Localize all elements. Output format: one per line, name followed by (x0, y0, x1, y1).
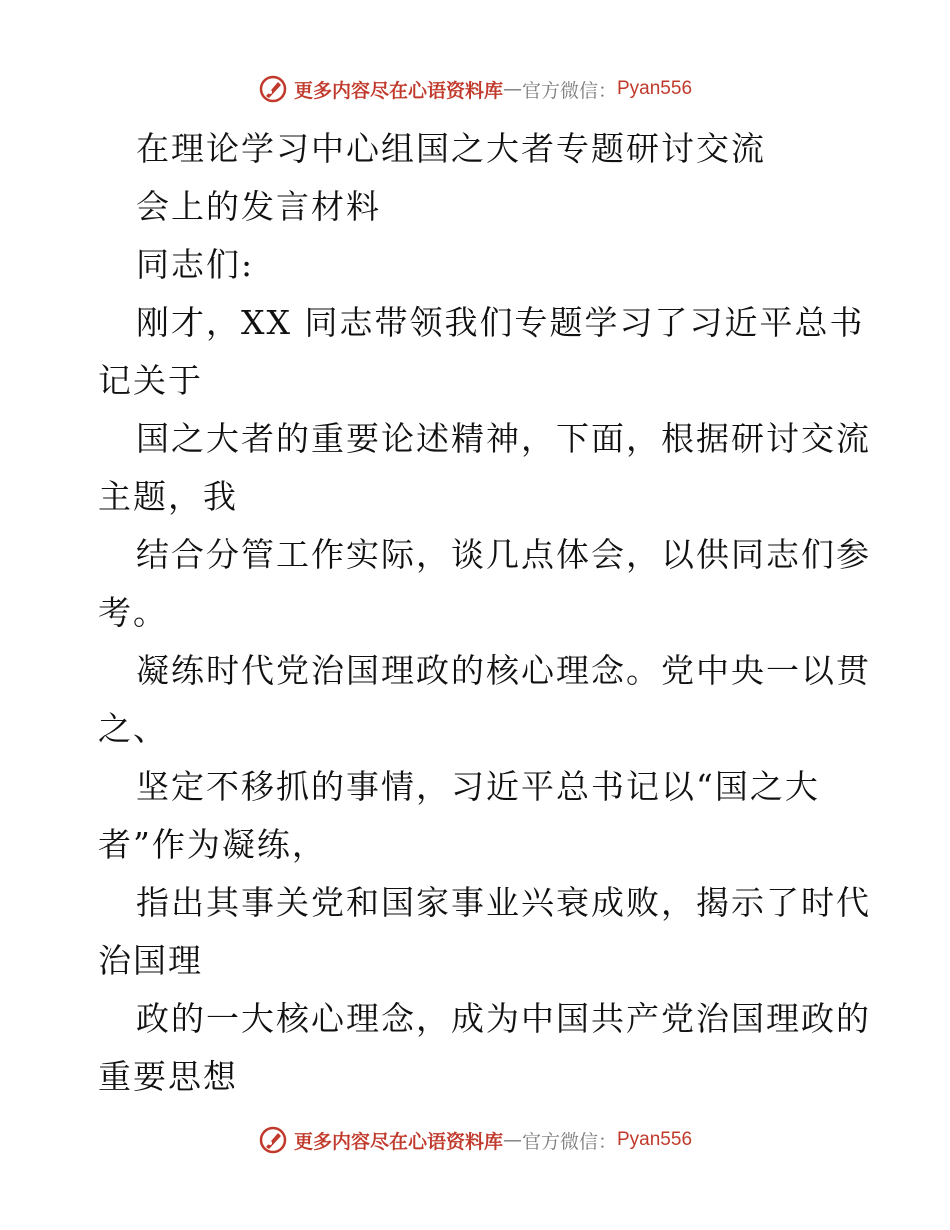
paragraph-line: 之、 (98, 709, 168, 748)
watermark-wechat-id: Pyan556 (617, 78, 693, 99)
paragraph-line: 政的一大核心理念，成为中国共产党治国理政的 (136, 999, 871, 1038)
watermark-label: 官方微信： (521, 1130, 617, 1153)
watermark-dash: — (502, 1129, 522, 1151)
pen-nib-circle-icon (258, 74, 288, 104)
watermark-wechat-id: Pyan556 (617, 1129, 693, 1150)
footer-watermark (0, 1123, 950, 1157)
paragraph-line: 主题，我 (98, 477, 238, 516)
watermark-brand: 更多内容尽在心语资料库 (293, 79, 503, 102)
paragraph-line: 国之大者的重要论述精神，下面，根据研讨交流 (136, 419, 871, 458)
paragraph-line: 治国理 (98, 941, 203, 980)
document-body (98, 120, 871, 1106)
header-watermark (0, 72, 950, 106)
watermark-brand: 更多内容尽在心语资料库 (293, 1130, 503, 1153)
paragraph-line: 考。 (98, 593, 168, 632)
paragraph-line: 者”作为凝练， (98, 825, 327, 864)
pen-nib-circle-icon (258, 1125, 288, 1155)
title-line-2: 会上的发言材料 (136, 187, 381, 226)
paragraph-line: 凝练时代党治国理政的核心理念。党中央一以贯 (136, 651, 871, 690)
paragraph-line: 指出其事关党和国家事业兴衰成败，揭示了时代 (136, 883, 871, 922)
paragraph-line: 坚定不移抓的事情，习近平总书记以“国之大 (136, 767, 820, 806)
watermark-dash: — (502, 78, 522, 100)
paragraph-line: 结合分管工作实际，谈几点体会，以供同志们参 (136, 535, 871, 574)
watermark-label: 官方微信： (521, 79, 617, 102)
paragraph-line: 重要思想 (98, 1057, 238, 1096)
salutation: 同志们: (136, 245, 255, 284)
title-line-1: 在理论学习中心组国之大者专题研讨交流 (136, 129, 766, 168)
paragraph-line: 刚才，XX 同志带领我们专题学习了习近平总书 (136, 303, 865, 342)
paragraph-line: 记关于 (98, 361, 203, 400)
